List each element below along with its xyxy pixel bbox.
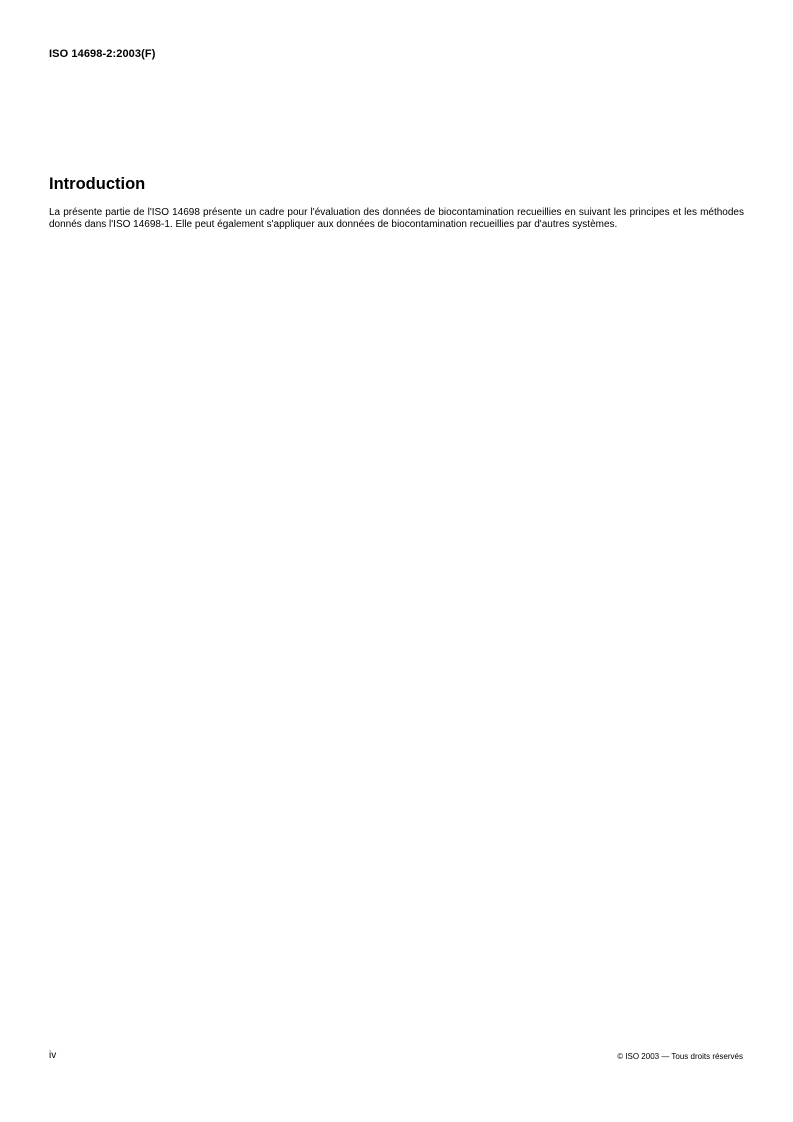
page-number: iv	[49, 1050, 57, 1061]
copyright-notice: © ISO 2003 — Tous droits réservés	[617, 1052, 743, 1061]
document-reference: ISO 14698-2:2003(F)	[49, 48, 156, 60]
section-title: Introduction	[49, 175, 146, 193]
introduction-paragraph: La présente partie de l'ISO 14698 présente un cadre pour l'évaluation des données de biocontamination recueillies en suivant les principes et les méthodes donnés dans l'ISO 14698-1. Elle peut également s'appliquer aux données de biocontamination recueillies par d'autres systèmes.	[49, 207, 744, 230]
